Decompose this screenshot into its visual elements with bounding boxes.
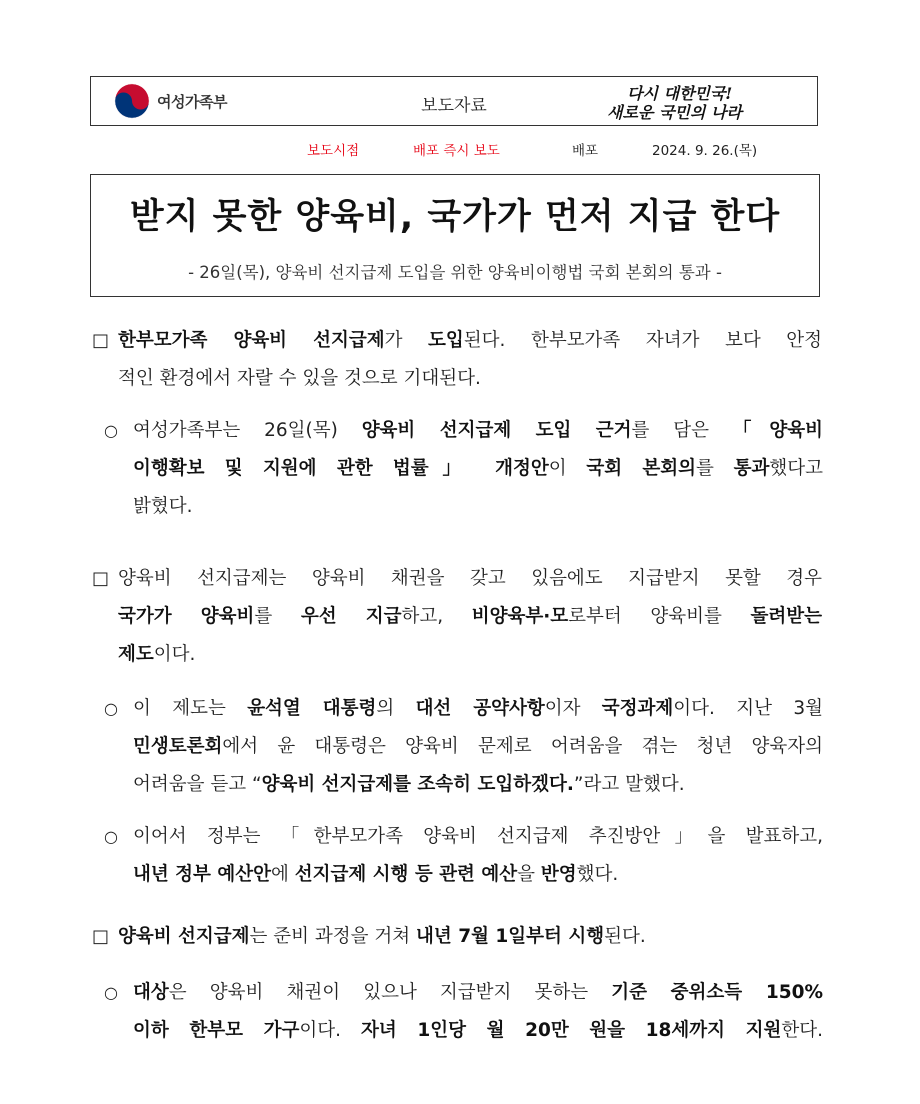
- bold-text: 양육비 선지급제: [118, 926, 250, 947]
- text: ”라고 말했다.: [573, 774, 685, 795]
- release-time-label: 보도시점: [307, 143, 360, 159]
- circle-bullet-icon: ○: [104, 699, 118, 718]
- text: 된다. 한부모가족 자녀가 보다 안정: [463, 330, 822, 351]
- bold-text: 기준 중위소득 150%: [611, 982, 823, 1003]
- text: 이다.: [153, 644, 196, 665]
- p2-line3: 밝혔다.: [133, 496, 193, 517]
- slogan: [601, 80, 781, 124]
- text: 여성가족부는 26일(목): [133, 420, 362, 441]
- text: 이다.: [299, 1020, 362, 1041]
- circle-bullet-icon: ○: [104, 421, 118, 440]
- bold-text: 자녀 1인당 월 20만 원을 18세까지 지원: [361, 1020, 782, 1041]
- paragraph-1: [92, 322, 822, 398]
- text: 를: [254, 606, 301, 627]
- bold-text: 윤석열 대통령: [247, 698, 377, 719]
- p7-line2: [133, 1012, 823, 1050]
- bold-text: 제도: [118, 644, 154, 665]
- p4-line3: [133, 766, 823, 804]
- text: 된다.: [604, 926, 646, 947]
- text: 로부터 양육비를: [568, 606, 751, 627]
- paragraph-4: [104, 690, 823, 804]
- bold-text: 내년 정부 예산안: [133, 864, 271, 885]
- distribution-date: 2024. 9. 26.(목): [652, 143, 758, 159]
- p5-line1: 이어서 정부는 「한부모가족 양육비 선지급제 추진방안」을 발표하고,: [133, 826, 823, 847]
- bold-text: 「양육비: [732, 420, 823, 441]
- paragraph-3: [92, 560, 822, 674]
- text: 했다고: [769, 458, 823, 479]
- p3-line1: 양육비 선지급제는 양육비 채권을 갖고 있음에도 지급받지 못할 경우: [118, 568, 822, 589]
- bold-text: 내년 7월 1일부터 시행: [416, 926, 605, 947]
- text: 하고,: [401, 606, 472, 627]
- bold-text: 돌려받는: [750, 606, 822, 627]
- text: 을: [517, 864, 541, 885]
- p5-line2: [133, 856, 823, 894]
- text: 이다. 지난 3월: [673, 698, 823, 719]
- paragraph-6: [92, 918, 822, 956]
- text: 가: [384, 330, 429, 351]
- paragraph-5: [104, 818, 823, 894]
- bold-text: 민생토론회: [133, 736, 223, 757]
- p3-line2: [118, 598, 822, 636]
- headline: 받지 못한 양육비, 국가가 먼저 지급 한다: [129, 197, 781, 237]
- bold-text: 대선 공약사항: [415, 698, 545, 719]
- text: 는 준비 과정을 거쳐: [249, 926, 417, 947]
- circle-bullet-icon: ○: [104, 827, 118, 846]
- bold-text: 도입: [428, 330, 464, 351]
- p1-line2: 적인 환경에서 자랄 수 있을 것으로 기대된다.: [118, 368, 481, 389]
- bold-text: 비양육부·모: [471, 606, 569, 627]
- p2-line2: [133, 450, 823, 488]
- text: 했다.: [576, 864, 619, 885]
- text: 의: [376, 698, 416, 719]
- bold-text: 우선 지급: [300, 606, 402, 627]
- bold-text: 양육비 선지급제 도입 근거: [361, 420, 632, 441]
- circle-bullet-icon: ○: [104, 983, 118, 1002]
- text: 를 담은: [631, 420, 733, 441]
- bold-text: 반영: [540, 864, 577, 885]
- p7-line1: [133, 974, 823, 1012]
- bold-text: 대상: [133, 982, 169, 1003]
- p2-line1: [133, 412, 823, 450]
- square-bullet-icon: □: [92, 926, 110, 947]
- bold-text: 국가가 양육비: [118, 606, 255, 627]
- bold-text: 이하 한부모 가구: [133, 1020, 300, 1041]
- ministry-name: 여성가족부: [157, 92, 227, 111]
- p4-line1: [133, 690, 823, 728]
- slogan-line1: 다시 대한민국!: [627, 84, 733, 103]
- text: 를: [696, 458, 734, 479]
- bold-text: 한부모가족 양육비 선지급제: [118, 330, 385, 351]
- subheadline: - 26일(목), 양육비 선지급제 도입을 위한 양육비이행법 국회 본회의 통과 -: [188, 263, 722, 282]
- paragraph-2: [104, 412, 823, 526]
- p1-line1: [118, 322, 822, 360]
- bold-text: 국회 본회의: [586, 458, 696, 479]
- bold-text: 선지급제 시행 등 관련 예산: [294, 864, 518, 885]
- text: 은 양육비 채권이 있으나 지급받지 못하는: [168, 982, 612, 1003]
- text: 한다.: [781, 1020, 823, 1041]
- p6-line1: [118, 918, 822, 956]
- bold-text: 양육비 선지급제를 조속히 도입하겠다.: [261, 774, 574, 795]
- square-bullet-icon: □: [92, 330, 110, 351]
- header-box: [90, 76, 818, 126]
- bold-text: 통과: [733, 458, 770, 479]
- p4-line2: [133, 728, 823, 766]
- p3-line3: [118, 636, 822, 674]
- distribution-label: 배포: [572, 143, 599, 159]
- text: 이자: [544, 698, 602, 719]
- bold-text: 이행확보 및 지원에 관한 법률」 개정안: [133, 458, 549, 479]
- release-info: [0, 139, 920, 159]
- text: 어려움을 듣고 “: [133, 774, 262, 795]
- paragraph-7: [104, 974, 823, 1050]
- slogan-line2: 새로운 국민의 나라: [607, 103, 742, 122]
- square-bullet-icon: □: [92, 568, 110, 589]
- bold-text: 국정과제: [601, 698, 674, 719]
- doc-type: 보도자료: [421, 96, 487, 116]
- title-box: [90, 174, 820, 297]
- text: 에: [270, 864, 295, 885]
- text: 이: [548, 458, 587, 479]
- release-time-value: 배포 즉시 보도: [413, 143, 500, 159]
- text: 이 제도는: [133, 698, 248, 719]
- text: 에서 윤 대통령은 양육비 문제로 어려움을 겪는 청년 양육자의: [222, 736, 823, 757]
